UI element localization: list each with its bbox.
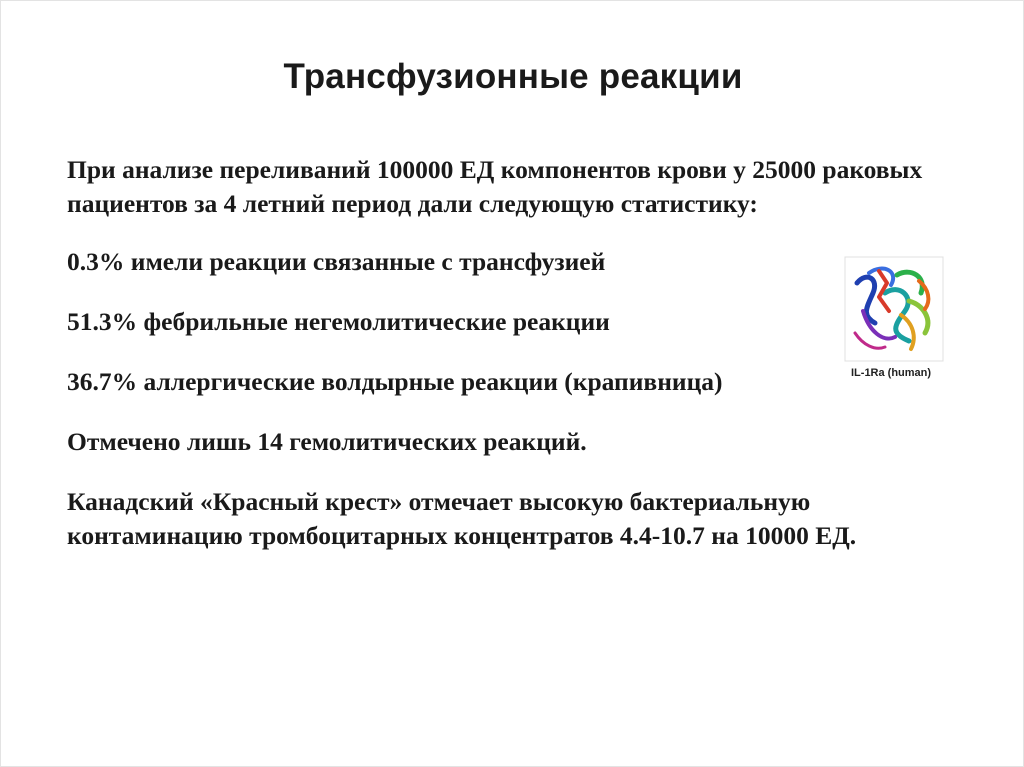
protein-image-label: IL-1Ra (human) [851,367,932,379]
slide-body [67,153,967,579]
paragraph-stat-1: 0.3% имели реакции связанные с трансфузией [67,247,606,276]
paragraph-stat-3: 36.7% аллергические волдырные реакции (крапивница) [67,367,723,396]
paragraph-red-cross: Канадский «Красный крест» отмечает высокую бактериальную контаминацию тромбоцитарных концентратов 4.4-10.7 на 10000 ЕД. [67,487,857,550]
slide-title: Трансфузионные реакции [283,57,743,96]
paragraph-stat-4: Отмечено лишь 14 гемолитических реакций. [67,427,587,456]
paragraph-stat-2: 51.3% фебрильные негемолитические реакции [67,307,610,336]
paragraph-intro: При анализе переливаний 100000 ЕД компонентов крови у 25000 раковых пациентов за 4 летний период дали следующую статистику: [67,155,923,218]
